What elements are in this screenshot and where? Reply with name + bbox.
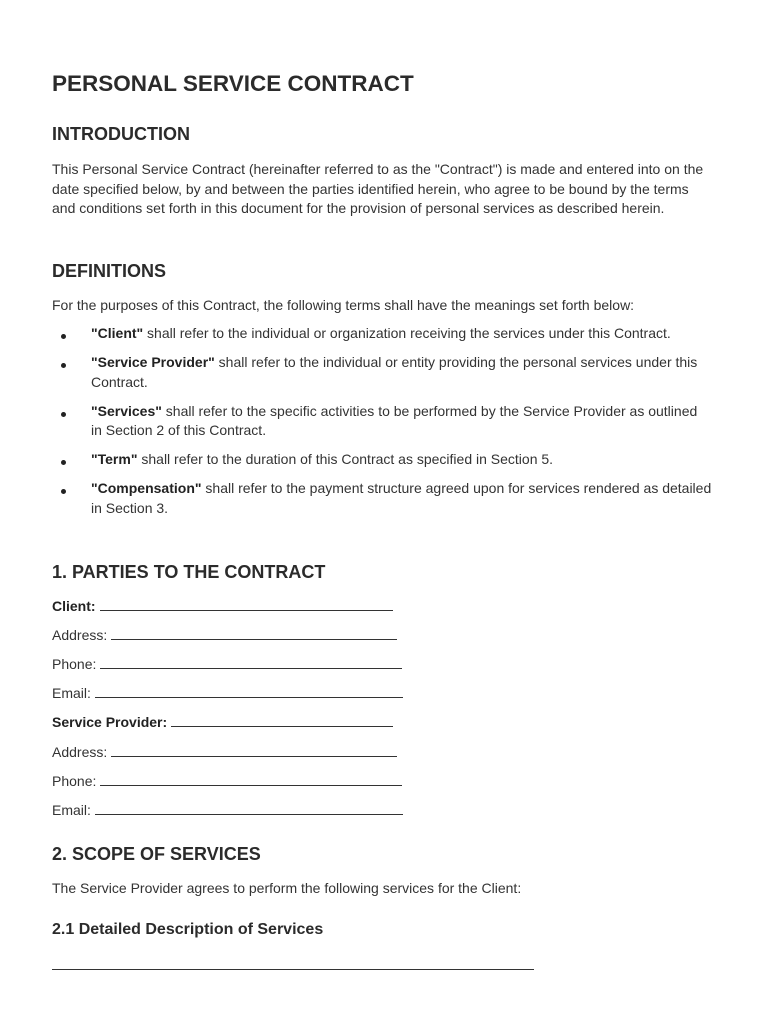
- bullet-icon: [61, 460, 66, 465]
- definition-item-service-provider: [52, 353, 712, 392]
- provider-address-field[interactable]: [52, 743, 397, 762]
- client-blank-line[interactable]: [100, 609, 393, 611]
- definition-item-client: [52, 324, 712, 344]
- scope-heading: 2. SCOPE OF SERVICES: [52, 844, 261, 864]
- definition-text: shall refer to the specific activities to be performed by the Service Provider as outlined in Section 2 of this Contract.: [91, 402, 698, 438]
- definition-text: shall refer to the payment structure agreed upon for services rendered as detailed in Section 3.: [91, 480, 712, 516]
- provider-email-blank-line[interactable]: [95, 813, 403, 815]
- client-address-label: Address:: [52, 627, 108, 643]
- definition-term: "Client": [91, 325, 144, 341]
- definitions-heading: DEFINITIONS: [52, 261, 167, 281]
- bullet-icon: [61, 334, 66, 339]
- provider-phone-label: Phone:: [52, 773, 97, 789]
- definition-term: "Services": [91, 402, 162, 419]
- definitions-intro: For the purposes of this Contract, the following terms shall have the meanings set forth below:: [52, 297, 635, 313]
- provider-email-label: Email:: [52, 802, 91, 818]
- client-field[interactable]: [52, 597, 393, 616]
- client-label: Client:: [52, 598, 96, 614]
- provider-phone-blank-line[interactable]: [100, 784, 402, 786]
- definition-item-compensation: [52, 479, 712, 518]
- introduction-heading: INTRODUCTION: [52, 124, 190, 144]
- bullet-icon: [61, 363, 66, 368]
- scope-intro: The Service Provider agrees to perform the following services for the Client:: [52, 880, 522, 896]
- definition-text: shall refer to the individual or organization receiving the services under this Contract.: [143, 325, 671, 341]
- parties-heading: 1. PARTIES TO THE CONTRACT: [52, 562, 326, 582]
- services-description-blank-line[interactable]: [52, 969, 534, 970]
- provider-blank-line[interactable]: [171, 725, 393, 727]
- provider-address-label: Address:: [52, 744, 108, 760]
- client-phone-blank-line[interactable]: [100, 667, 402, 669]
- client-address-blank-line[interactable]: [111, 638, 397, 640]
- provider-field[interactable]: [52, 713, 393, 732]
- client-phone-field[interactable]: [52, 655, 402, 674]
- provider-address-blank-line[interactable]: [111, 755, 397, 757]
- definition-term: "Service Provider": [91, 354, 215, 370]
- definition-item-term: [52, 450, 712, 470]
- definition-text: shall refer to the individual or entity providing the personal services under this Contract.: [91, 354, 698, 390]
- bullet-icon: [61, 489, 66, 494]
- client-email-label: Email:: [52, 685, 91, 701]
- definition-item-services: [52, 402, 712, 441]
- definition-text: shall refer to the duration of this Contract as specified in Section 5.: [137, 451, 554, 467]
- bullet-icon: [61, 412, 66, 417]
- document-title: PERSONAL SERVICE CONTRACT: [52, 71, 414, 96]
- definition-term: "Term": [91, 451, 138, 467]
- definition-term: "Compensation": [91, 480, 202, 496]
- client-address-field[interactable]: [52, 626, 397, 645]
- provider-phone-field[interactable]: [52, 772, 402, 791]
- client-phone-label: Phone:: [52, 656, 97, 672]
- client-email-blank-line[interactable]: [95, 696, 403, 698]
- definitions-list: [52, 324, 712, 528]
- provider-label: Service Provider:: [52, 714, 168, 730]
- provider-email-field[interactable]: [52, 801, 403, 820]
- scope-subheading: 2.1 Detailed Description of Services: [52, 921, 324, 938]
- introduction-text: This Personal Service Contract (hereinafter referred to as the "Contract") is made and entered into on the date specified below, by and between the parties identified herein, who agree to be bound by the terms and conditions set forth in this document for the provision of personal services as described herein.: [52, 161, 704, 216]
- client-email-field[interactable]: [52, 684, 403, 703]
